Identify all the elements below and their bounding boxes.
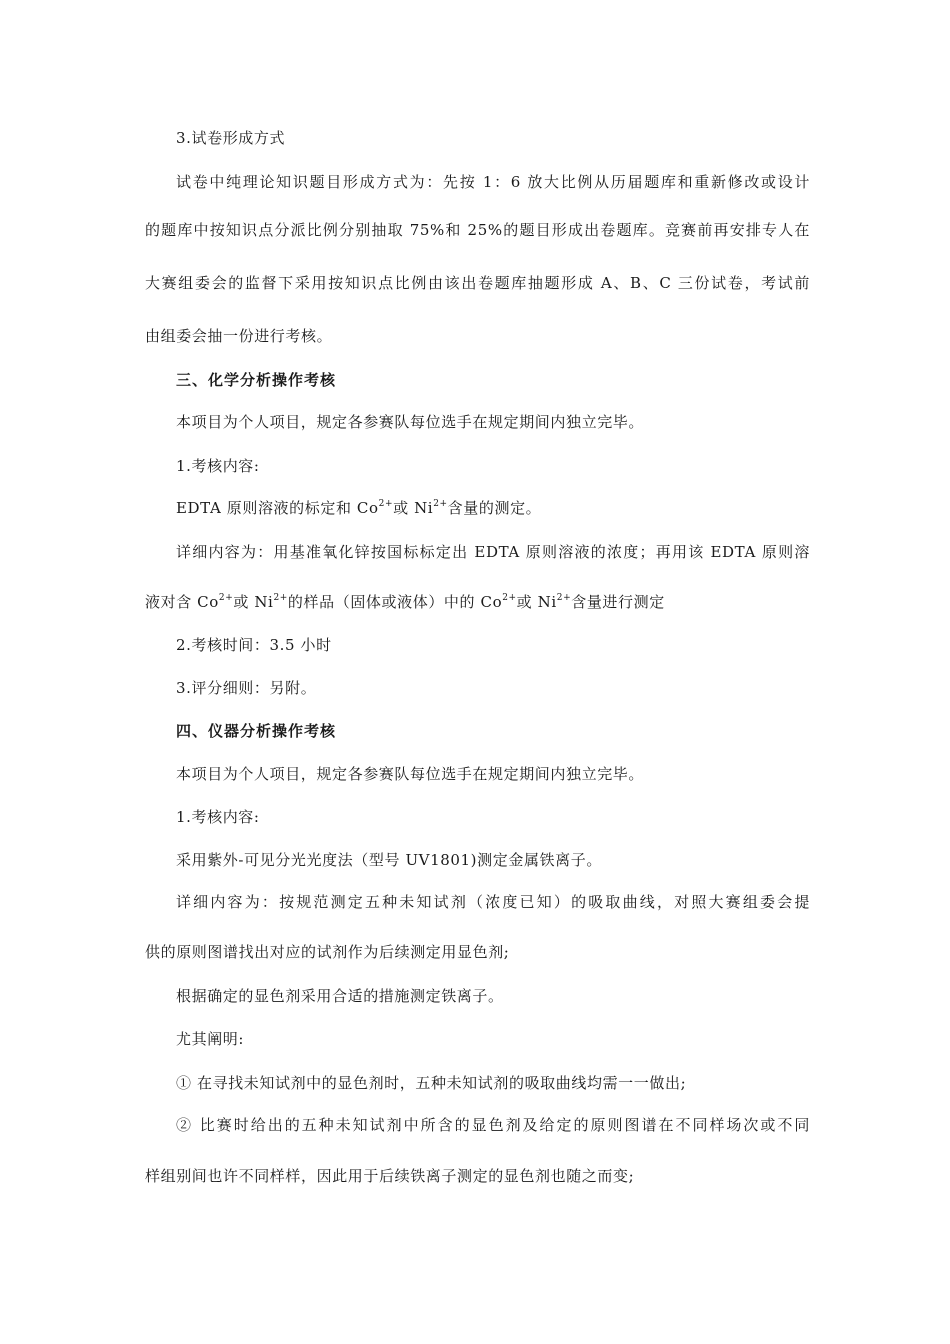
paragraph-line: 大赛组委会的监督下采用按知识点比例由该出卷题库抽题形成 A、B、C 三份试卷，考试前: [145, 274, 810, 292]
subsection-title: 2.考核时间：3.5 小时: [176, 636, 332, 654]
subsection-title: 1.考核内容:: [176, 808, 260, 826]
paragraph-line: 试卷中纯理论知识题目形成方式为：先按 1：6 放大比例从历届题库和重新修改或设计: [176, 173, 810, 191]
paragraph-line: 本项目为个人项目，规定各参赛队每位选手在规定期间内独立完毕。: [176, 765, 645, 783]
subsection-title: 3.评分细则：另附。: [176, 679, 317, 697]
paragraph-line: 由组委会抽一份进行考核。: [145, 327, 333, 345]
paragraph-line: 详细内容为：用基准氧化锌按国标标定出 EDTA 原则溶液的浓度；再用该 EDTA 原则溶: [176, 543, 810, 561]
paragraph-line: 根据确定的显色剂采用合适的措施测定铁离子。: [176, 987, 504, 1005]
paragraph-line: 尤其阐明:: [176, 1030, 245, 1048]
paragraph-line: 液对含 $Co^{2+}$或 $Ni^{2+}$的样品（固体或液体）中的 $Co^{2+}$或 $Ni^{2+}$含量进行测定: [145, 593, 665, 611]
paragraph-line: 的题库中按知识点分派比例分别抽取 75%和 25%的题目形成出卷题库。竞赛前再安排专人在: [145, 221, 810, 239]
paragraph-line: 详细内容为：按规范测定五种未知试剂（浓度已知）的吸取曲线，对照大赛组委会提: [176, 893, 810, 911]
list-item: ① 在寻找未知试剂中的显色剂时，五种未知试剂的吸取曲线均需一一做出;: [176, 1074, 687, 1092]
paragraph-line: 采用紫外-可见分光光度法（型号 UV1801)测定金属铁离子。: [176, 851, 602, 869]
subsection-title: 1.考核内容:: [176, 457, 260, 475]
section-3-title: 3.试卷形成方式: [176, 129, 286, 147]
paragraph-line: 供的原则图谱找出对应的试剂作为后续测定用显色剂;: [145, 943, 510, 961]
list-item: ② 比赛时给出的五种未知试剂中所含的显色剂及给定的原则图谱在不同样场次或不同: [176, 1116, 810, 1134]
heading-chemical-analysis: 三、化学分析操作考核: [176, 371, 337, 389]
heading-instrument-analysis: 四、仪器分析操作考核: [176, 722, 337, 740]
paragraph-line: 样组别间也许不同样样，因此用于后续铁离子测定的显色剂也随之而变;: [145, 1167, 635, 1185]
edta-line: EDTA 原则溶液的标定和 $Co^{2+}$或 $Ni^{2+}$含量的测定。: [176, 499, 542, 517]
paragraph-line: 本项目为个人项目，规定各参赛队每位选手在规定期间内独立完毕。: [176, 413, 645, 431]
